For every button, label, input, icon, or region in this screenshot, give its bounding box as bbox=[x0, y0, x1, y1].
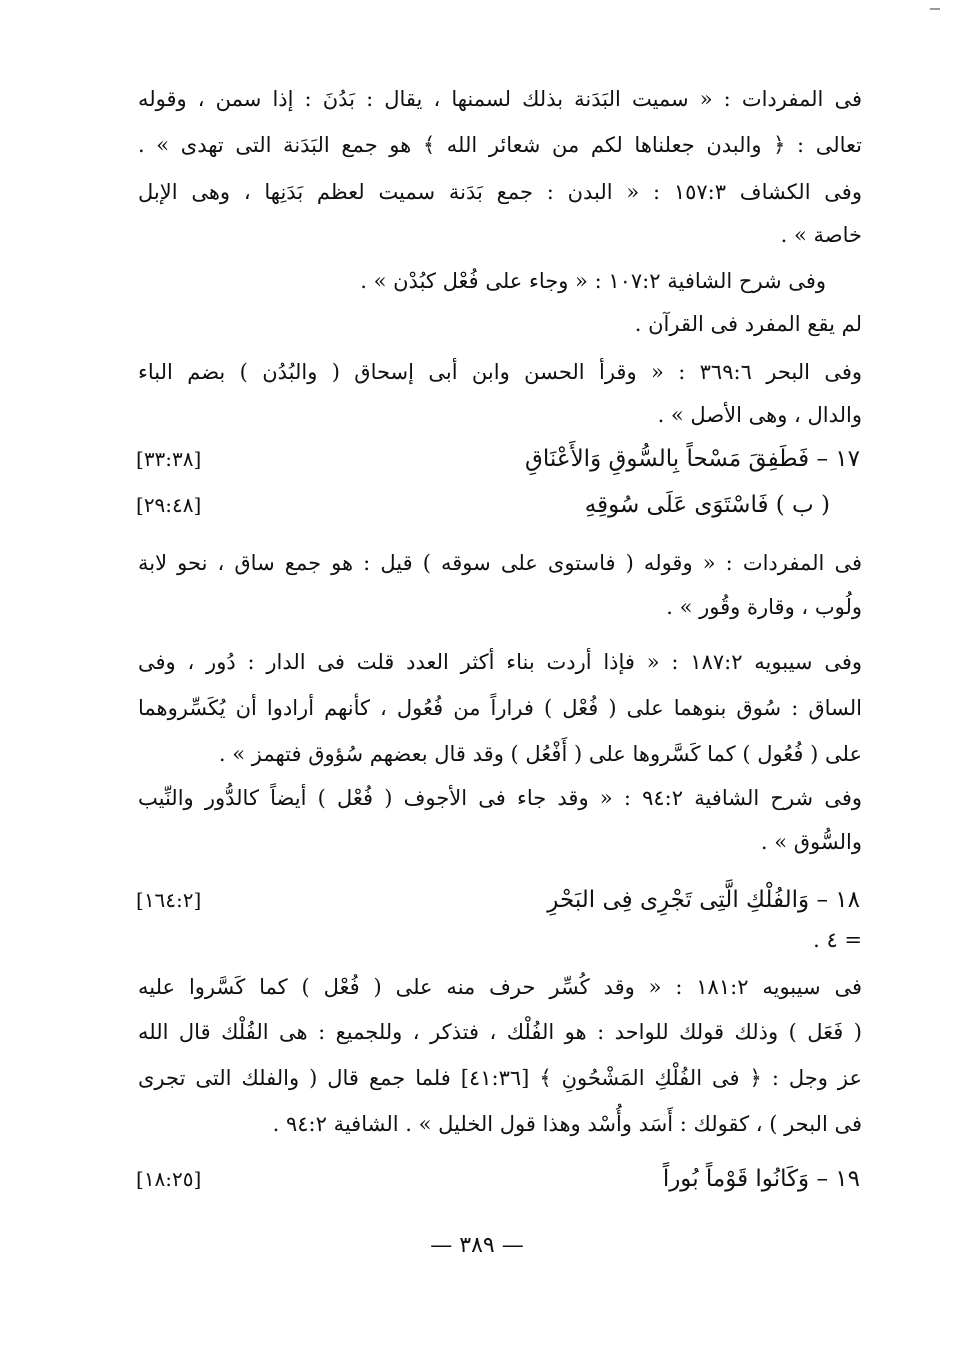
verse-reference: [١٦٤:٢] bbox=[136, 888, 202, 912]
scan-mark bbox=[930, 8, 940, 10]
text-line: ( فَعَل ) وذلك قولك للواحد : هو الفُلْك ، فتذكر ، وللجميع : هى الفُلْك قال الله bbox=[138, 1020, 862, 1044]
text-line: على ( فُعُول ) كما كَسَّروها على ( أَفْعُل ) وقد قال بعضهم سُؤوق فتهمز » . bbox=[218, 742, 862, 766]
text-line: لم يقع المفرد فى القرآن . bbox=[634, 312, 862, 336]
text-line: عز وجل : ﴿ فى الفُلْكِ المَشْحُونِ ﴾ [٤١:٣٦] فلما جمع قال ( والفلك التى تجرى bbox=[138, 1066, 862, 1090]
text-line: ولُوب ، وقارة وقُور » . bbox=[666, 595, 862, 619]
text-line: تعالى : ﴿ والبدن جعلناها لكم من شعائر الله ﴾ هو جمع البَدَنة التى تهدى » . bbox=[138, 133, 862, 157]
quran-verse: ( ب ) فَاسْتَوَى عَلَى سُوقِهِ bbox=[584, 492, 830, 518]
quran-verse: ١٧ – فَطَفِقَ مَسْحاً بِالسُّوقِ وَالأَعْنَاقِ bbox=[525, 446, 860, 472]
text-line: وفى سيبويه ١٨٧:٢ : « فإذا أردت بناء أكثر العدد قلت فى الدار : دُور ، وفى bbox=[138, 650, 862, 674]
text-line: وفى البحر ٣٦٩:٦ : « وقرأ الحسن وابن أبى إسحاق ( والبُدُن ) بضم الباء bbox=[138, 360, 862, 384]
text-line: = ٤ . bbox=[813, 928, 862, 952]
verse-reference: [٣٣:٣٨] bbox=[136, 447, 202, 471]
text-line: الساق : سُوق بنوهما على ( فُعْل ) فراراً من فُعُول ، كأنهم أرادوا أن يُكَسِّروهما bbox=[138, 696, 862, 720]
text-line: والدال ، وهى الأصل » . bbox=[657, 403, 862, 427]
verse-reference: [١٨:٢٥] bbox=[136, 1167, 202, 1191]
text-line: فى المفردات : « سميت البَدَنة بذلك لسمنها ، يقال : بَدُنَ : إذا سمن ، وقوله bbox=[138, 87, 862, 111]
text-line: وفى شرح الشافية ١٠٧:٢ : « وجاء على فُعْل كبُدْن » . bbox=[360, 269, 826, 293]
text-line: فى سيبويه ١٨١:٢ : « وقد كُسِّر حرف منه على ( فُعْل ) كما كَسَّروا عليه bbox=[138, 975, 862, 999]
text-line: خاصة » . bbox=[780, 223, 862, 247]
text-line: فى المفردات : « وقوله ( فاستوى على سوقه ) قيل : هو جمع ساق ، نحو لابة bbox=[138, 551, 862, 575]
quran-verse: ١٨ – وَالفُلْكِ الَّتِى تَجْرِى فِى البَحْرِ bbox=[547, 887, 860, 913]
text-line: فى البحر ) ، كقولك : أَسَد وأُسْد وهذا قول الخليل » . الشافية ٩٤:٢ . bbox=[272, 1112, 862, 1136]
quran-verse: ١٩ – وَكَانُوا قَوْماً بُوراً bbox=[662, 1166, 860, 1192]
text-line: والسُّوق » . bbox=[760, 830, 862, 854]
text-line: وفى الكشاف ١٥٧:٣ : « البدن : جمع بَدَنة سميت لعظم بَدَنِها ، وهى الإبل bbox=[138, 180, 862, 204]
page-number: — ٣٨٩ — bbox=[430, 1233, 524, 1258]
text-line: وفى شرح الشافية ٩٤:٢ : « وقد جاء فى الأجوف ( فُعْل ) أيضاً كالدُّور والنِّيب bbox=[138, 786, 862, 810]
verse-reference: [٢٩:٤٨] bbox=[136, 493, 202, 517]
